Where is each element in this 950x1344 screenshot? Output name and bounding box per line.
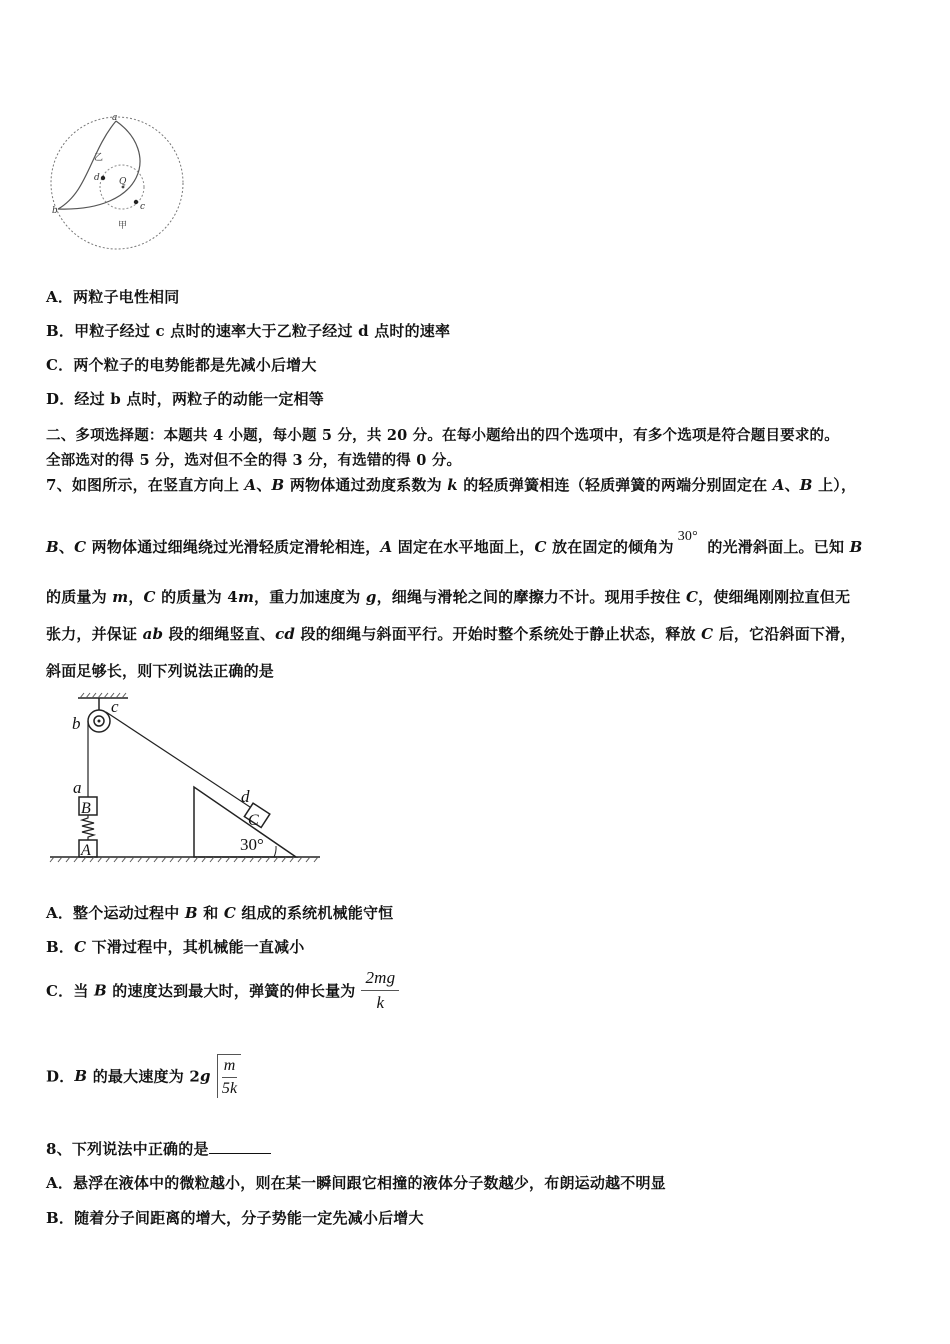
q7-line2: B、C 两物体通过细绳绕过光滑轻质定滑轮相连，A 固定在水平地面上，C 放在固定的倾角为30° 的光滑斜面上。已知 B [46,529,863,556]
section2-line1: 二、多项选择题：本题共 4 小题，每小题 5 分，共 20 分。在每小题给出的四个选项中，有多个选项是符合题目要求的。 [46,427,839,444]
label-d: d [94,173,100,183]
spring [82,815,94,840]
angle-30: 30° [677,529,698,544]
q7-line1: 7、如图所示，在竖直方向上 A、B 两物体通过劲度系数为 k 的轻质弹簧相连（轻质弹簧的两端分别固定在 A、B 上）， [46,476,857,494]
q6-option-c: C．两个粒子的电势能都是先减小后增大 [46,356,317,374]
q6-option-b: B．甲粒子经过 c 点时的速率大于乙粒子经过 d 点时的速率 [46,322,451,340]
label-yi: 乙 [94,153,104,163]
fig2-label-B: B [81,800,91,817]
q8-stem: 8、下列说法中正确的是 [46,1138,271,1159]
q6-option-d: D．经过 b 点时，两粒子的动能一定相等 [46,390,324,408]
sqrt-m-over-5k: $\frac{m}{5k}$ [211,1054,242,1098]
point-c [134,200,138,204]
label-jia: 甲 [118,221,128,231]
figure-pulley-incline [48,690,324,868]
figure-circle-trajectories [50,112,190,252]
trajectory-jia [58,121,140,209]
fig2-label-b: b [72,714,81,733]
trajectory-yi [58,121,116,209]
label-b: b [52,206,58,216]
label-q: Q [119,177,127,187]
q7-line3: 的质量为 m，C 的质量为 4m，重力加速度为 g，细绳与滑轮之间的摩擦力不计。现用手按住 C，使细绳刚刚拉直但无 [46,588,851,606]
q6-option-a: A．两粒子电性相同 [46,288,180,306]
point-d [101,176,105,180]
fig2-label-C: C [248,812,259,829]
q8-option-a: A．悬浮在液体中的微粒越小，则在某一瞬间跟它相撞的液体分子数越少，布朗运动越不明显 [46,1174,666,1192]
outer-circle [51,117,183,249]
fig2-label-a: a [73,778,82,797]
fig2-label-angle: 30° [240,835,264,854]
q7-option-c: C．当 B 的速度达到最大时，弹簧的伸长量为 $\frac{2mg}{k}$ [46,968,399,1013]
q7-option-a: A．整个运动过程中 B 和 C 组成的系统机械能守恒 [46,904,394,922]
fig2-label-A: A [81,842,91,859]
q7-option-b: B．C 下滑过程中，其机械能一直减小 [46,938,305,956]
q7-line4: 张力，并保证 ab 段的细绳竖直、cd 段的细绳与斜面平行。开始时整个系统处于静止状态，释放 C 后，它沿斜面下滑， [46,625,856,643]
fig2-label-d: d [241,787,250,806]
q8-option-b: B．随着分子间距离的增大，分子势能一定先减小后增大 [46,1209,424,1227]
fig2-label-c: c [111,697,119,716]
q7-line5: 斜面足够长，则下列说法正确的是 [46,662,275,680]
section2-line2: 全部选对的得 5 分，选对但不全的得 3 分，有选错的得 0 分。 [46,452,462,469]
answer-blank [209,1139,271,1154]
label-c: c [140,202,146,212]
fraction-2mg-over-k: $\frac{2mg}{k}$ [361,968,399,1013]
q7-option-d: D．B 的最大速度为 2g $\frac{m}{5k}$ [46,1054,241,1098]
label-a: a [112,113,118,123]
